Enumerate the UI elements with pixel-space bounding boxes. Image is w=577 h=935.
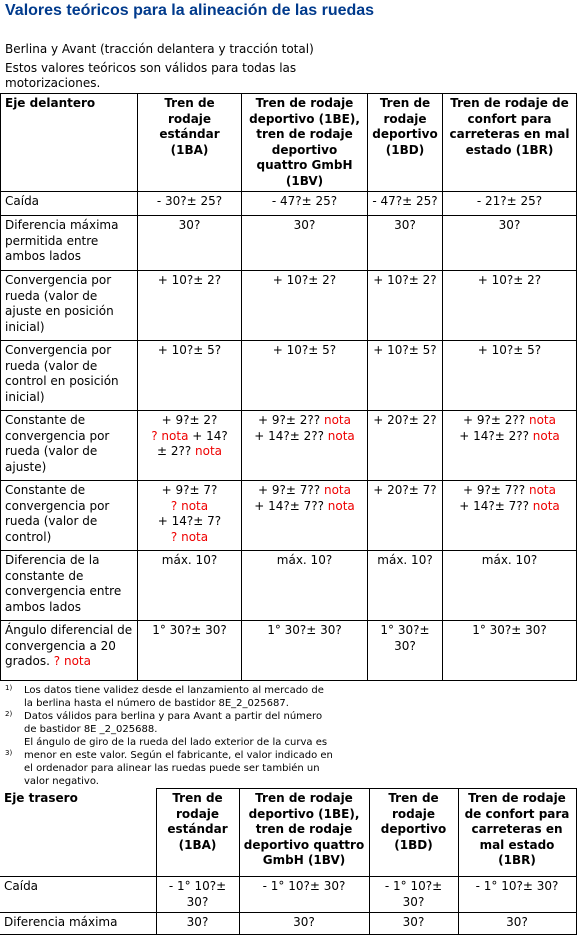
table-row xyxy=(1,216,577,271)
header-axle: Eje trasero xyxy=(0,789,156,877)
header-comfort: Tren de rodaje de confort para carreteras en mal estado (1BR) xyxy=(443,94,577,192)
value-text: + 9?± 7?? xyxy=(463,483,526,497)
table-row xyxy=(1,411,577,481)
note-marker: ? xyxy=(170,498,178,513)
value-cell: + 10?± 2? xyxy=(368,271,443,341)
note-link[interactable]: nota xyxy=(327,428,355,443)
footnote-text: Los datos tiene validez desde el lanzamiento al mercado de la berlina hasta el número de bastidor 8E_2_025687. xyxy=(24,685,324,709)
header-sport: Tren de rodaje deportivo (1BD) xyxy=(369,789,458,877)
value-cell xyxy=(443,411,577,481)
note-link[interactable]: nota xyxy=(327,498,355,513)
value-cell: máx. 10? xyxy=(368,551,443,621)
row-label: Ángulo diferencial de convergencia a 20 grados. xyxy=(5,623,133,668)
header-sport: Tren de rodaje deportivo (1BD) xyxy=(368,94,443,192)
page-title: Valores teóricos para la alineación de las ruedas xyxy=(5,2,375,19)
footnote-text: Datos válidos para berlina y para Avant a partir del número de bastidor 8E _2_025688. xyxy=(24,711,323,735)
footnotes xyxy=(5,684,335,788)
header-sport-quattro: Tren de rodaje deportivo (1BE), tren de rodaje deportivo quattro GmbH (1BV) xyxy=(239,789,369,877)
value-cell: + 10?± 5? xyxy=(368,341,443,411)
footnote-number: 3) xyxy=(5,749,13,757)
footnote xyxy=(5,736,335,788)
value-cell: + 20?± 7? xyxy=(368,481,443,551)
value-text: + 14?± 2?? xyxy=(459,428,529,443)
footnote xyxy=(5,684,335,710)
value-cell: + 10?± 2? xyxy=(443,271,577,341)
footnote-number: 1) xyxy=(5,684,13,692)
value-cell: 1° 30?± 30? xyxy=(138,621,242,681)
note-link[interactable]: nota xyxy=(63,654,91,668)
table-row xyxy=(1,621,577,681)
value-text: + 9?± 2? xyxy=(161,413,218,427)
value-cell: + 10?± 5? xyxy=(242,341,368,411)
footnote xyxy=(5,710,335,736)
value-cell: - 1° 10?± 30? xyxy=(458,877,576,913)
table-row xyxy=(1,192,577,216)
row-label: Constante de convergencia por rueda (valor de control) xyxy=(1,481,138,551)
note-link[interactable]: nota xyxy=(528,483,556,497)
value-cell: 30? xyxy=(443,216,577,271)
value-cell: 1° 30?± 30? xyxy=(443,621,577,681)
value-cell: + 10?± 5? xyxy=(138,341,242,411)
note-link[interactable]: nota xyxy=(532,498,560,513)
front-axle-table xyxy=(0,93,577,681)
subtitle-validity: Estos valores teóricos son válidos para todas las motorizaciones. xyxy=(5,61,297,90)
subtitle-vehicles: Berlina y Avant (tracción delantera y tracción total) xyxy=(5,42,314,56)
value-cell: - 1° 10?± 30? xyxy=(369,877,458,913)
rear-axle-table xyxy=(0,788,577,935)
value-cell: - 21?± 25? xyxy=(443,192,577,216)
note-link[interactable]: nota xyxy=(528,413,556,427)
value-text: + 9?± 2?? xyxy=(258,413,321,427)
value-cell: - 1° 10?± 30? xyxy=(156,877,239,913)
row-label: Convergencia por rueda (valor de ajuste en posición inicial) xyxy=(1,271,138,341)
value-cell: 30? xyxy=(458,913,576,935)
value-cell: 30? xyxy=(239,913,369,935)
value-cell: - 30?± 25? xyxy=(138,192,242,216)
note-link[interactable]: nota xyxy=(195,444,223,458)
value-cell xyxy=(138,411,242,481)
value-cell: máx. 10? xyxy=(443,551,577,621)
value-cell xyxy=(242,411,368,481)
table-row xyxy=(1,551,577,621)
row-label: Constante de convergencia por rueda (valor de ajuste) xyxy=(1,411,138,481)
value-text: + 14?± 7? xyxy=(157,514,222,528)
table-row xyxy=(0,877,576,913)
value-cell: + 10?± 2? xyxy=(242,271,368,341)
table-row xyxy=(1,481,577,551)
value-cell: máx. 10? xyxy=(242,551,368,621)
value-cell: máx. 10? xyxy=(138,551,242,621)
value-text: + 9?± 7?? xyxy=(258,483,321,497)
value-cell: 30? xyxy=(368,216,443,271)
row-label-cell xyxy=(1,621,138,681)
note-link[interactable]: nota xyxy=(323,483,351,497)
value-text: + 9?± 2?? xyxy=(463,413,526,427)
value-cell: 1° 30?± 30? xyxy=(368,621,443,681)
value-text: ± 2?? xyxy=(156,444,192,458)
header-comfort: Tren de rodaje de confort para carreteras en mal estado (1BR) xyxy=(458,789,576,877)
note-marker: ? xyxy=(151,428,158,443)
header-standard: Tren de rodaje estándar (1BA) xyxy=(138,94,242,192)
value-cell: - 47?± 25? xyxy=(368,192,443,216)
header-standard: Tren de rodaje estándar (1BA) xyxy=(156,789,239,877)
row-label: Diferencia de la constante de convergencia entre ambos lados xyxy=(1,551,138,621)
header-axle: Eje delantero xyxy=(1,94,138,192)
row-label: Caída xyxy=(0,877,156,913)
table-row xyxy=(1,341,577,411)
value-cell: 30? xyxy=(138,216,242,271)
footnote-number: 2) xyxy=(5,710,13,718)
value-cell xyxy=(242,481,368,551)
value-cell xyxy=(443,481,577,551)
value-text: + 9?± 7? xyxy=(161,483,218,497)
value-cell: - 1° 10?± 30? xyxy=(239,877,369,913)
value-text: + 14?± 7?? xyxy=(459,498,529,513)
note-link[interactable]: nota xyxy=(181,498,209,513)
value-cell: 30? xyxy=(156,913,239,935)
value-text: + 14?± 7?? xyxy=(254,498,324,513)
table-header-row xyxy=(1,94,577,192)
note-marker: ? xyxy=(170,529,178,544)
row-label: Diferencia máxima permitida entre ambos lados xyxy=(1,216,138,271)
value-cell: 30? xyxy=(242,216,368,271)
value-cell: + 10?± 5? xyxy=(443,341,577,411)
header-sport-quattro: Tren de rodaje deportivo (1BE), tren de rodaje deportivo quattro GmbH (1BV) xyxy=(242,94,368,192)
note-link[interactable]: nota xyxy=(323,413,351,427)
table-row xyxy=(0,913,576,935)
note-link[interactable]: nota xyxy=(532,428,560,443)
note-link[interactable]: nota xyxy=(161,428,189,443)
value-cell: + 10?± 2? xyxy=(138,271,242,341)
value-cell: 30? xyxy=(369,913,458,935)
value-cell xyxy=(138,481,242,551)
note-link[interactable]: nota xyxy=(181,529,209,544)
value-cell: + 20?± 2? xyxy=(368,411,443,481)
value-cell: 1° 30?± 30? xyxy=(242,621,368,681)
row-label: Convergencia por rueda (valor de control en posición inicial) xyxy=(1,341,138,411)
row-label: Caída xyxy=(1,192,138,216)
value-text: + 14?± 2?? xyxy=(254,428,324,443)
table-header-row xyxy=(0,789,576,877)
row-label: Diferencia máxima xyxy=(0,913,156,935)
value-text: + 14? xyxy=(192,428,228,443)
note-marker: ? xyxy=(53,654,61,668)
value-cell: - 47?± 25? xyxy=(242,192,368,216)
footnote-text: El ángulo de giro de la rueda del lado exterior de la curva es menor en este valor. Según el fabricante, el valor indicado en el ordenador para alinear las ruedas puede ser también un valor negativo. xyxy=(24,737,333,787)
table-row xyxy=(1,271,577,341)
